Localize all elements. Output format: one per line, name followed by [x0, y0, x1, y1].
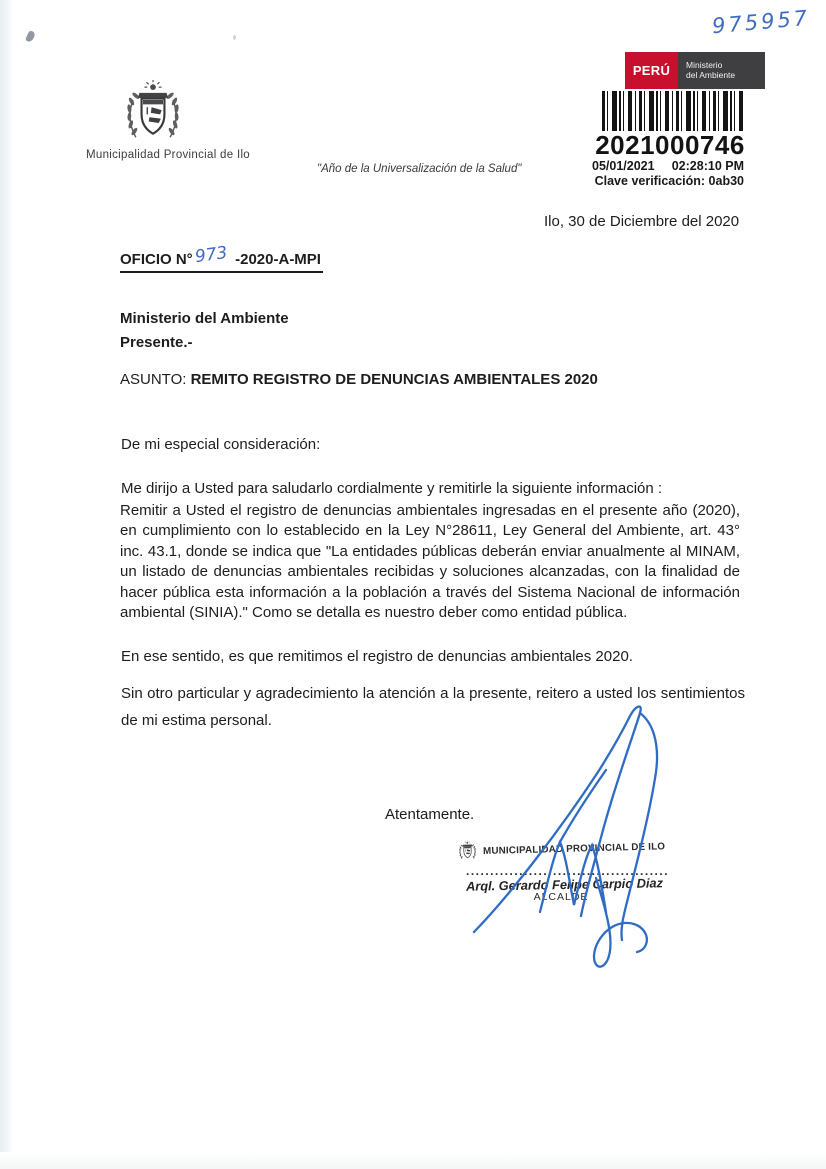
peru-logo-label: PERÚ [625, 52, 678, 89]
salutation: De mi especial consideración: [121, 436, 321, 453]
ministry-line1: Ministerio [686, 60, 723, 70]
scan-speck [25, 30, 36, 43]
subject-label: ASUNTO: [120, 371, 187, 388]
barcode-number: 2021000746 [595, 130, 745, 160]
dateline: Ilo, 30 de Diciembre del 2020 [544, 213, 740, 230]
signer-title: ALCALDE [533, 891, 589, 903]
stamp-org-name: MUNICIPALIDAD PROVINCIAL DE ILO [482, 840, 666, 857]
oficio-prefix: OFICIO N° [120, 251, 193, 268]
paragraph-2: Remitir a Usted el registro de denuncias ambientales ingresadas en el presente año (2020), en cumplimiento con lo establecido en la Ley N°28611, Ley General del Ambiente, art. 43° inc. 43.1, donde se indica que "La entidades públicas deberán enviar anualmente al MINAM, un listado de denuncias ambientales recibidas y soluciones alcanzadas, con la finalidad de hacer pública esta información a la población a través del Sistema Nacional de información ambiental (SINIA)." Como se detalla es nuestro deber como entidad pública. [120, 502, 740, 622]
scan-edge-bottom [0, 1152, 826, 1169]
paragraph-1: Me dirijo a Usted para saludarlo cordialmente y remitirle la siguiente información : [121, 480, 663, 497]
addressee: Ministerio del Ambiente [120, 310, 289, 327]
presente: Presente.- [120, 334, 193, 351]
ministry-label [678, 52, 765, 89]
scan-speck-small [233, 35, 236, 40]
oficio-number-line [120, 242, 323, 273]
reception-date: 05/01/2021 [592, 159, 655, 173]
signer-name: Arql. Gerardo Felipe Carpio Diaz [465, 875, 664, 894]
stamp-emblem-icon [456, 840, 480, 863]
minam-logo [625, 52, 765, 89]
signature-stamp [456, 835, 666, 862]
closing: Atentamente. [385, 806, 475, 823]
org-name: Municipalidad Provincial de Ilo [86, 149, 250, 161]
coat-of-arms-icon [116, 80, 190, 148]
motto: "Año de la Universalización de la Salud" [317, 163, 522, 175]
verification-key: Clave verificación: 0ab30 [594, 174, 744, 188]
signature-dotted-line: .......................................... [466, 864, 670, 878]
handwritten-oficio-number: 973 [193, 242, 229, 268]
reception-time: 02:28:10 PM [671, 159, 744, 173]
paragraph-3: En ese sentido, es que remitimos el registro de denuncias ambientales 2020. [121, 648, 633, 665]
barcode [602, 91, 743, 131]
ministry-line2: del Ambiente [686, 70, 736, 80]
scan-edge-left [0, 0, 14, 1169]
handwritten-registry-number: 975957 [711, 5, 812, 39]
paragraph-4: Sin otro particular y agradecimiento la atención a la presente, reitero a usted los sentimientos de mi estima personal. [121, 685, 745, 729]
reception-datetime [592, 159, 744, 173]
oficio-suffix: -2020-A-MPI [235, 251, 321, 268]
subject-text: REMITO REGISTRO DE DENUNCIAS AMBIENTALES 2020 [190, 371, 598, 388]
subject-line [120, 371, 598, 388]
